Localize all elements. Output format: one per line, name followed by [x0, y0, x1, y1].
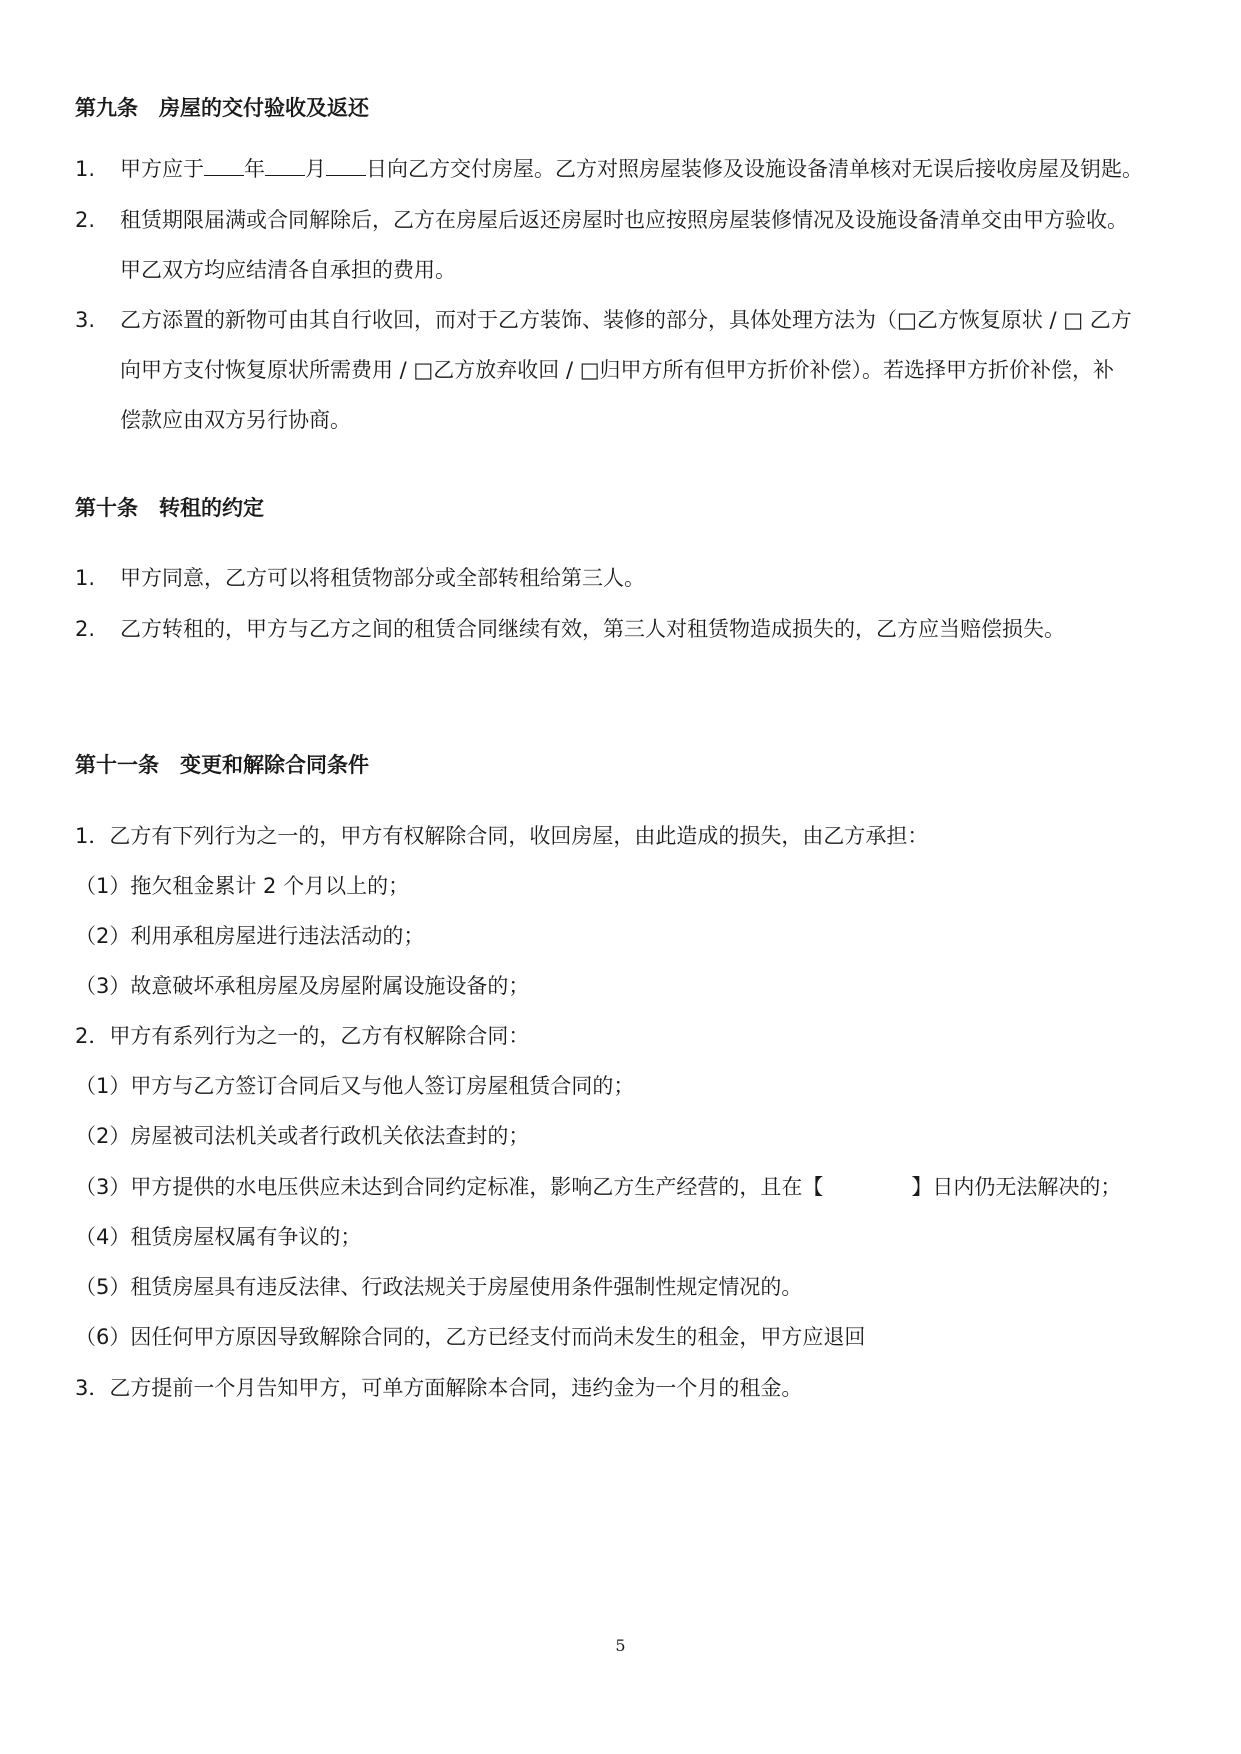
article-10-item-2-text: 乙方转租的，甲方与乙方之间的租赁合同继续有效，第三人对租赁物造成损失的，乙方应当赔偿损失。 [120, 617, 1065, 641]
clause-2-item-4: （4）租赁房屋权属有争议的； [75, 1225, 362, 1249]
item-1-part-3: 月 [305, 157, 326, 181]
article-10-heading: 第十条 转租的约定 [75, 496, 264, 520]
article-9-item-2-line-1: 租赁期限届满或合同解除后，乙方在房屋后返还房屋时也应按照房屋装修情况及设施设备清单交由甲方验收。 [120, 208, 1128, 232]
year-blank [204, 155, 244, 176]
clause-2-item-2: （2）房屋被司法机关或者行政机关依法查封的； [75, 1124, 530, 1148]
clause-1-item-2: （2）利用承租房屋进行违法活动的； [75, 924, 425, 948]
article-9-item-2-number: 2. [75, 208, 96, 232]
article-10-item-2-number: 2. [75, 617, 96, 641]
day-blank [326, 155, 366, 176]
clause-1-intro: 1．乙方有下列行为之一的，甲方有权解除合同，收回房屋，由此造成的损失，由乙方承担： [75, 824, 929, 848]
clause-3: 3．乙方提前一个月告知甲方，可单方面解除本合同，违约金为一个月的租金。 [75, 1376, 803, 1400]
article-9-heading: 第九条 房屋的交付验收及返还 [75, 96, 369, 120]
article-9-item-3-number: 3. [75, 308, 96, 332]
article-9-item-1-text [120, 155, 1143, 183]
article-10-item-1-text: 甲方同意，乙方可以将租赁物部分或全部转租给第三人。 [120, 566, 645, 590]
article-9-item-1-number: 1. [75, 157, 96, 181]
clause-2-intro: 2．甲方有系列行为之一的，乙方有权解除合同： [75, 1024, 530, 1048]
article-11-heading: 第十一条 变更和解除合同条件 [75, 753, 369, 777]
clause-2-item-3-part-1: （3）甲方提供的水电压供应未达到合同约定标准，影响乙方生产经营的，且在【 [75, 1175, 824, 1199]
clause-2-item-3 [75, 1173, 1121, 1201]
page-number: 5 [615, 1636, 626, 1655]
clause-1-item-3: （3）故意破坏承租房屋及房屋附属设施设备的； [75, 974, 530, 998]
item-1-part-1: 甲方应于 [120, 157, 204, 181]
article-9-item-3-line-3: 偿款应由双方另行协商。 [120, 408, 351, 432]
clause-2-item-6: （6）因任何甲方原因导致解除合同的，乙方已经支付而尚未发生的租金，甲方应退回 [75, 1325, 866, 1349]
clause-2-item-5: （5）租赁房屋具有违反法律、行政法规关于房屋使用条件强制性规定情况的。 [75, 1275, 803, 1299]
article-10-item-1-number: 1. [75, 566, 96, 590]
clause-2-item-3-part-2: 】日内仍无法解决的； [911, 1175, 1122, 1199]
item-1-part-2: 年 [244, 157, 265, 181]
month-blank [265, 155, 305, 176]
clause-1-item-1: （1）拖欠租金累计 2 个月以上的； [75, 874, 410, 898]
item-1-part-4: 日向乙方交付房屋。乙方对照房屋装修及设施设备清单核对无误后接收房屋及钥匙。 [366, 157, 1143, 181]
article-9-item-3-line-2: 向甲方支付恢复原状所需费用 / □乙方放弃收回 / □归甲方所有但甲方折价补偿）。若选择甲方折价补偿，补 [120, 358, 1115, 382]
clause-2-item-1: （1）甲方与乙方签订合同后又与他人签订房屋租赁合同的； [75, 1074, 635, 1098]
article-9-item-2-line-2: 甲乙双方均应结清各自承担的费用。 [120, 258, 456, 282]
article-9-item-3-line-1: 乙方添置的新物可由其自行收回，而对于乙方装饰、装修的部分，具体处理方法为（□乙方恢复原状 / □ 乙方 [120, 308, 1132, 332]
